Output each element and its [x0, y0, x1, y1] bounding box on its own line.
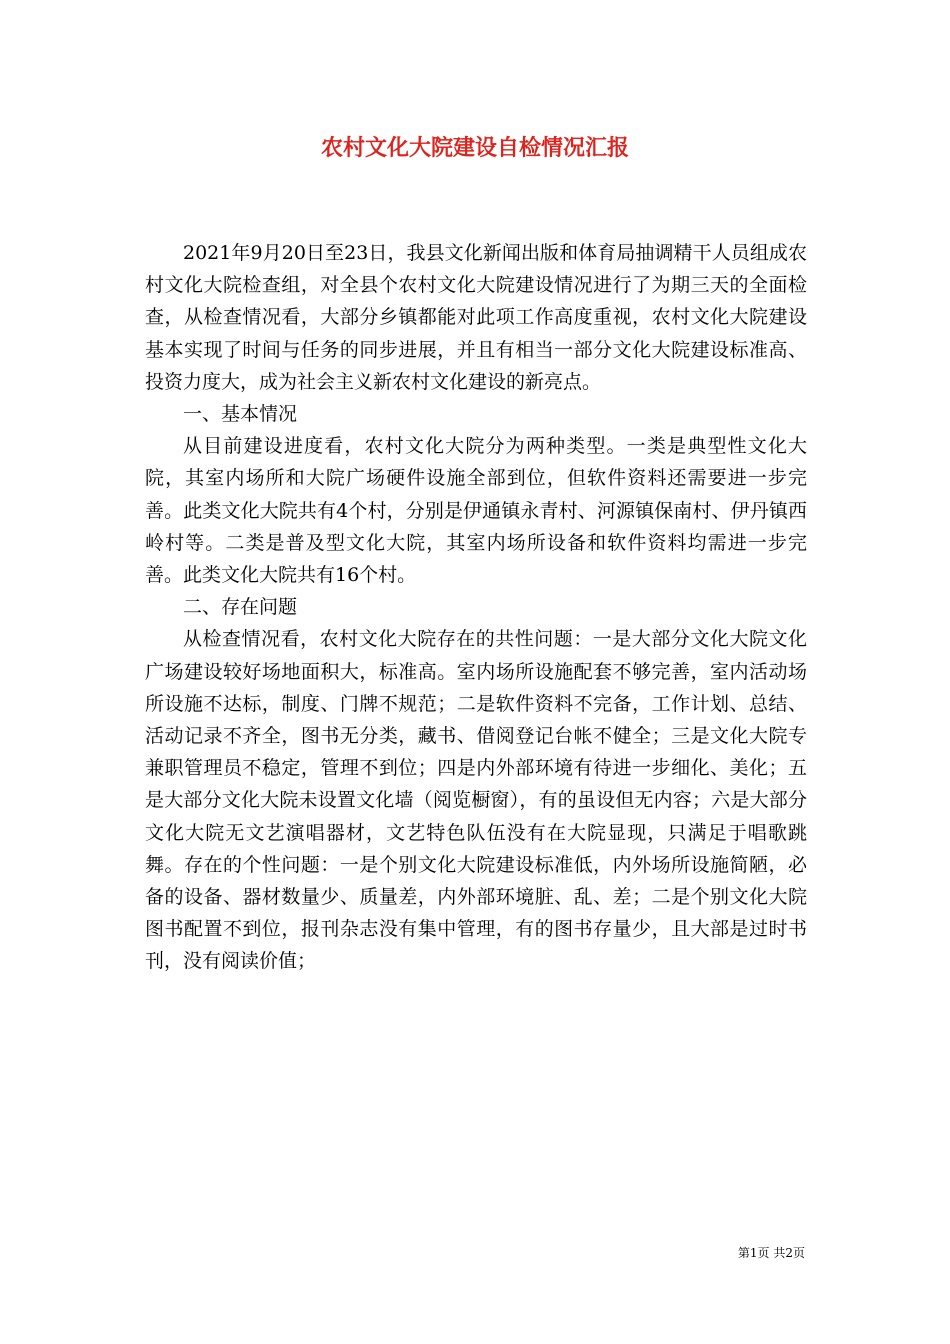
paragraph-intro: 2021年9月20日至23日，我县文化新闻出版和体育局抽调精干人员组成农村文化大院检查组，对全县个农村文化大院建设情况进行了为期三天的全面检查，从检查情况看，大部分乡镇都能对此项工作高度重视，农村文化大院建设基本实现了时间与任务的同步进展，并且有相当一部分文化大院建设标准高、投资力度大，成为社会主义新农村文化建设的新亮点。 [145, 242, 807, 393]
section-heading-basic: 一、基本情况 [183, 403, 298, 426]
page-number: 第1页 共2页 [737, 1246, 805, 1260]
paragraph-basic-situation: 从目前建设进度看，农村文化大院分为两种类型。一类是典型性文化大院，其室内场所和大院广场硬件设施全部到位，但软件资料还需要进一步完善。此类文化大院共有4个村，分别是伊通镇永青村、河源镇保南村、伊丹镇西岭村等。二类是普及型文化大院，其室内场所设备和软件资料均需进一步完善。此类文化大院共有16个村。 [145, 435, 807, 587]
document-title: 农村文化大院建设自检情况汇报 [320, 135, 629, 161]
document-body [145, 237, 807, 978]
section-heading-problems: 二、存在问题 [183, 596, 298, 619]
paragraph-problems: 从检查情况看，农村文化大院存在的共性问题：一是大部分文化大院文化广场建设较好场地面积大，标准高。室内场所设施配套不够完善，室内活动场所设施不达标，制度、门牌不规范；二是软件资料不完备，工作计划、总结、活动记录不齐全，图书无分类，藏书、借阅登记台帐不健全；三是文化大院专兼职管理员不稳定，管理不到位；四是内外部环境有待进一步细化、美化；五是大部分文化大院未设置文化墙（阅览橱窗），有的虽设但无内容；六是大部分文化大院无文艺演唱器材，文艺特色队伍没有在大院显现，只满足于唱歌跳舞。存在的个性问题：一是个别文化大院建设标准低，内外场所设施简陋，必备的设备、器材数量少、质量差，内外部环境脏、乱、差；二是个别文化大院图书配置不到位，报刊杂志没有集中管理，有的图书存量少，且大部是过时书刊，没有阅读价值； [145, 628, 807, 973]
